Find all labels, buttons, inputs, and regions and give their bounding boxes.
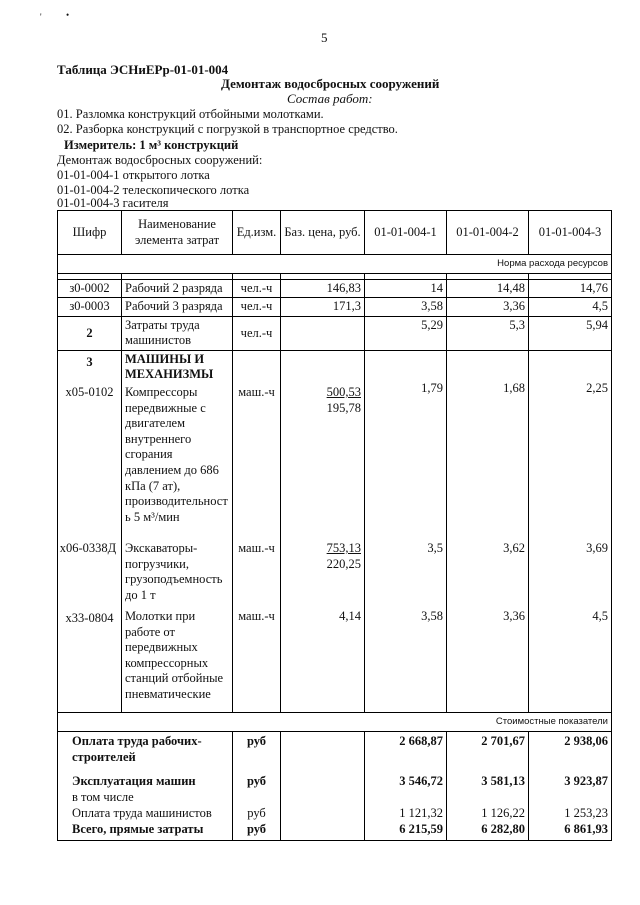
total-unit: руб <box>247 805 266 820</box>
total-value-1 <box>368 789 443 805</box>
total-unit: руб <box>246 733 267 748</box>
machine-price: 500,53 <box>326 384 361 399</box>
machine-price: 753,13 <box>326 540 361 555</box>
total-label: Эксплуатация машин <box>72 773 196 788</box>
machine-value-3: 4,5 <box>592 608 608 623</box>
total-value-2: 3 581,13 <box>481 773 525 788</box>
row-value-3: 4,5 <box>529 298 612 317</box>
resource-table <box>57 210 612 841</box>
machine-value-3: 3,69 <box>586 540 608 555</box>
row-unit: чел.-ч <box>233 279 281 298</box>
machine-value-3: 2,25 <box>586 380 608 395</box>
total-label: Всего, прямые затраты <box>72 821 204 836</box>
machine-code: х06-0338Д <box>59 540 117 555</box>
subtitle: Демонтаж водосбросных сооружений: <box>57 153 263 167</box>
row-name: Рабочий 2 разряда <box>122 279 233 298</box>
total-value-1: 1 121,32 <box>399 805 443 820</box>
total-value-2: 2 701,67 <box>481 733 525 748</box>
work-item: 01. Разломка конструкций отбойными молотками. <box>57 107 324 121</box>
section-name: МАШИНЫ И МЕХАНИЗМЫ <box>125 351 214 381</box>
row-code: 2 <box>58 316 122 350</box>
total-label: в том числе <box>72 789 134 804</box>
variant-item: 01-01-004-3 гасителя <box>57 196 169 210</box>
row-value-3: 5,94 <box>529 316 612 350</box>
row-unit: чел.-ч <box>233 298 281 317</box>
total-value-1: 2 668,87 <box>399 733 443 748</box>
machine-value-1: 3,5 <box>427 540 443 555</box>
row-value-1: 3,58 <box>365 298 447 317</box>
document-title: Демонтаж водосбросных сооружений <box>221 76 440 91</box>
total-value-3: 2 938,06 <box>564 733 608 748</box>
total-value-1: 3 546,72 <box>399 773 443 788</box>
machines-block <box>58 350 612 712</box>
header-unit: Ед.изм. <box>233 211 281 255</box>
variant-item: 01-01-004-1 открытого лотка <box>57 168 210 182</box>
row-price: 171,3 <box>281 298 365 317</box>
stray-mark: • <box>66 10 70 20</box>
machine-name: Экскаваторы-погрузчики, грузоподъемность до 1 т <box>125 540 223 602</box>
section-code: 3 <box>86 354 93 369</box>
header-price: Баз. цена, руб. <box>281 211 365 255</box>
header-variant-3: 01-01-004-3 <box>529 211 612 255</box>
total-value-2: 6 282,80 <box>481 821 525 836</box>
cost-caption-row <box>58 712 612 731</box>
row-value-1: 14 <box>365 279 447 298</box>
work-item: 02. Разборка конструкций с погрузкой в транспортное средство. <box>57 122 398 136</box>
machine-value-1: 3,58 <box>421 608 443 623</box>
variant-item: 01-01-004-2 телескопического лотка <box>57 183 250 197</box>
machine-value-2: 3,36 <box>503 608 525 623</box>
row-unit: чел.-ч <box>233 316 281 350</box>
row-value-2: 3,36 <box>447 298 529 317</box>
machine-value-2: 1,68 <box>503 380 525 395</box>
table-header-row <box>58 211 612 255</box>
machine-value-2: 3,62 <box>503 540 525 555</box>
machine-price: 4,14 <box>339 608 361 623</box>
total-value-1: 6 215,59 <box>399 821 443 836</box>
machine-unit: маш.-ч <box>238 384 275 399</box>
machine-name: Молотки при работе от передвижных компрессорных станций отбойные пневматические <box>125 608 224 701</box>
row-value-2: 14,48 <box>447 279 529 298</box>
works-caption: Состав работ: <box>287 91 373 106</box>
total-value-3: 6 861,93 <box>564 821 608 836</box>
row-name: Затраты труда машинистов <box>122 316 233 350</box>
header-name: Наименование элемента затрат <box>122 211 233 255</box>
row-value-3: 14,76 <box>529 279 612 298</box>
norm-caption-row <box>58 255 612 274</box>
row-value-2: 5,3 <box>447 316 529 350</box>
machine-code: х05-0102 <box>65 384 114 399</box>
machine-name: Компрессоры передвижные с двигателем внутреннего сгорания давлением до 686 кПа (7 ат), производительност ь 5 м³/мин <box>125 384 228 524</box>
machine-value-1: 1,79 <box>421 380 443 395</box>
row-value-1: 5,29 <box>365 316 447 350</box>
total-value-2 <box>450 789 525 805</box>
stray-mark: ' <box>40 12 42 22</box>
total-label: Оплата труда машинистов <box>72 805 212 820</box>
row-code: з0-0002 <box>58 279 122 298</box>
table-row <box>58 316 612 350</box>
cost-caption: Стоимостные показатели <box>58 712 612 731</box>
row-price <box>281 316 365 350</box>
machine-price-salary: 195,78 <box>326 400 361 415</box>
machine-code: х33-0804 <box>65 610 114 625</box>
meter-unit: Измеритель: 1 м³ конструкций <box>64 138 239 152</box>
table-row <box>58 298 612 317</box>
total-unit <box>236 789 277 805</box>
page-number: 5 <box>321 30 328 45</box>
total-label: Оплата труда рабочих-строителей <box>72 733 202 764</box>
total-value-2: 1 126,22 <box>481 805 525 820</box>
totals-block <box>58 731 612 840</box>
total-unit: руб <box>246 773 267 788</box>
total-value-3: 3 923,87 <box>564 773 608 788</box>
header-variant-1: 01-01-004-1 <box>365 211 447 255</box>
total-value-3 <box>532 789 608 805</box>
table-row <box>58 279 612 298</box>
row-code: з0-0003 <box>58 298 122 317</box>
row-name: Рабочий 3 разряда <box>122 298 233 317</box>
machine-unit: маш.-ч <box>238 608 275 623</box>
row-price: 146,83 <box>281 279 365 298</box>
header-code: Шифр <box>58 211 122 255</box>
total-unit: руб <box>246 821 267 836</box>
total-value-3: 1 253,23 <box>564 805 608 820</box>
norm-caption: Норма расхода ресурсов <box>58 255 612 274</box>
machine-unit: маш.-ч <box>238 540 275 555</box>
table-code: Таблица ЭСНиЕРр-01-01-004 <box>57 62 229 77</box>
machine-price-salary: 220,25 <box>326 556 361 571</box>
header-variant-2: 01-01-004-2 <box>447 211 529 255</box>
